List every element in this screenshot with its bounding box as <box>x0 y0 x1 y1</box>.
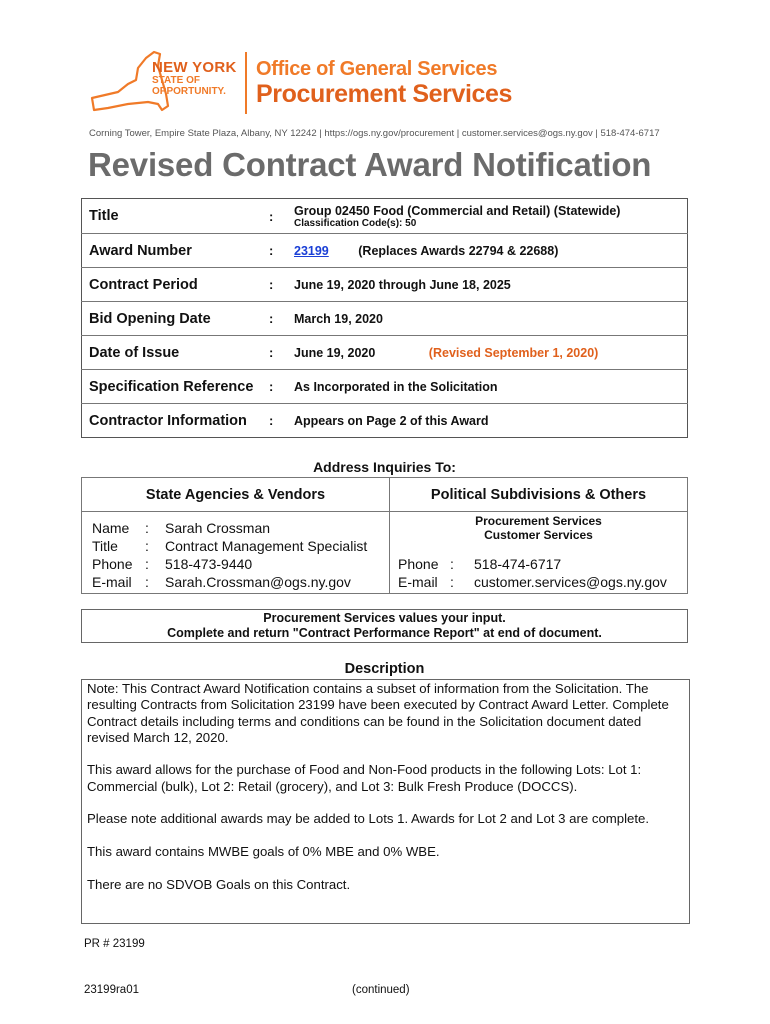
state-agencies-header: State Agencies & Vendors <box>82 478 390 512</box>
continued-note: (continued) <box>352 984 410 996</box>
political-subdivisions-header: Political Subdivisions & Others <box>390 478 688 512</box>
contact-phone: 518-473-9440 <box>165 556 253 572</box>
title-value: Group 02450 Food (Commercial and Retail) (Statewide) <box>294 203 621 218</box>
ny-state-wordmark <box>152 60 237 97</box>
org-line2: Customer Services <box>484 528 593 542</box>
address-table <box>81 477 688 594</box>
description-paragraph: This award allows for the purchase of Food and Non-Food products in the following Lots: Lot 1: Commercial (bulk), Lot 2: Retail (grocery), and Lot 3: Bulk Fresh Produce (DOCCS). <box>87 762 642 794</box>
contractor-value: Appears on Page 2 of this Award <box>294 413 489 428</box>
description-paragraph: There are no SDVOB Goals on this Contract. <box>87 876 351 892</box>
description-heading: Description <box>344 661 425 677</box>
colon: : <box>269 234 294 268</box>
email-label: E-mail <box>92 574 132 590</box>
colon: : <box>269 370 294 404</box>
contact-email[interactable]: Sarah.Crossman@ogs.ny.gov <box>165 574 351 590</box>
date-of-issue-label: Date of Issue <box>82 336 270 370</box>
specification-value: As Incorporated in the Solicitation <box>294 370 688 404</box>
org-line1: Procurement Services <box>475 514 602 528</box>
title-value-cell <box>294 199 688 234</box>
feedback-notice <box>81 609 688 643</box>
date-of-issue-cell <box>294 336 688 370</box>
contractor-label: Contractor Information <box>89 412 247 429</box>
colon: : <box>269 413 274 428</box>
ny-line3: OPPORTUNITY. <box>152 86 226 97</box>
bid-opening-row <box>82 302 688 336</box>
award-number-cell <box>294 234 688 268</box>
award-number-link[interactable]: 23199 <box>294 243 329 258</box>
description-paragraph: Please note additional awards may be added to Lots 1. Awards for Lot 2 and Lot 3 are complete. <box>87 811 650 827</box>
customer-email[interactable]: customer.services@ogs.ny.gov <box>474 574 667 590</box>
title-label: Title <box>82 199 270 234</box>
description-paragraph: Note: This Contract Award Notification contains a subset of information from the Solicitation. The resulting Contracts from Solicitation 23199 have been executed by Contract Award Letter. Complete Contract details including terms and conditions can be found in the Solicitation document dated revised March 12, 2020. <box>87 681 669 745</box>
date-of-issue-value: June 19, 2020 <box>294 345 376 360</box>
feedback-line2: Complete and return "Contract Performance Report" at end of document. <box>167 626 602 640</box>
date-of-issue-row <box>82 336 688 370</box>
office-name: Office of General Services <box>256 58 498 80</box>
revised-date: (Revised September 1, 2020) <box>428 345 599 360</box>
feedback-line1: Procurement Services values your input. <box>263 611 506 625</box>
award-number-row <box>82 234 688 268</box>
political-subdivisions-contact: Procurement Services Customer Services Phone : 518-474-6717 E-mail : customer.services@ogs.ny.gov <box>390 512 688 594</box>
email-label: E-mail <box>398 574 438 590</box>
title-row <box>82 199 688 234</box>
title-label: Title <box>92 538 118 554</box>
contract-period-row <box>82 268 688 302</box>
ny-line1: NEW YORK <box>152 59 237 76</box>
logo-divider <box>245 52 247 114</box>
bid-opening-value: March 19, 2020 <box>294 302 688 336</box>
address-heading: Address Inquiries To: <box>313 459 456 475</box>
award-replaces: (Replaces Awards 22794 & 22688) <box>358 243 559 258</box>
colon: : <box>269 268 294 302</box>
colon: : <box>269 336 294 370</box>
contract-period-label: Contract Period <box>82 268 270 302</box>
colon: : <box>269 302 294 336</box>
division-name: Procurement Services <box>256 80 513 108</box>
document-title: Revised Contract Award Notification <box>88 146 652 183</box>
bid-opening-label: Bid Opening Date <box>82 302 270 336</box>
award-number-label: Award Number <box>82 234 270 268</box>
contract-period-value: June 19, 2020 through June 18, 2025 <box>294 268 688 302</box>
specification-label: Specification Reference <box>82 370 270 404</box>
phone-label: Phone <box>398 556 439 572</box>
document-code: 23199ra01 <box>84 984 139 996</box>
pr-number: PR # 23199 <box>84 938 145 950</box>
contact-line: Corning Tower, Empire State Plaza, Albany, NY 12242 | https://ogs.ny.gov/procurement | customer.services@ogs.ny.gov | 518-474-6717 <box>89 128 660 139</box>
ny-line2: STATE OF <box>152 75 200 86</box>
phone-label: Phone <box>92 556 133 572</box>
classification-codes: Classification Code(s): 50 <box>294 217 417 229</box>
contact-title: Contract Management Specialist <box>165 538 368 554</box>
description-paragraph: This award contains MWBE goals of 0% MBE and 0% WBE. <box>87 843 440 859</box>
specification-row <box>82 370 688 404</box>
name-label: Name <box>92 520 130 536</box>
award-info-table <box>81 198 688 438</box>
state-agencies-contact: Name : Sarah Crossman Title : Contract Management Specialist Phone : 518-473-9440 E-mail : Sarah.Crossman@ogs.ny.gov <box>82 512 390 594</box>
contact-name: Sarah Crossman <box>165 520 271 536</box>
colon: : <box>269 199 294 234</box>
customer-phone: 518-474-6717 <box>474 556 562 572</box>
description-box <box>81 679 690 924</box>
contractor-row <box>82 404 688 438</box>
